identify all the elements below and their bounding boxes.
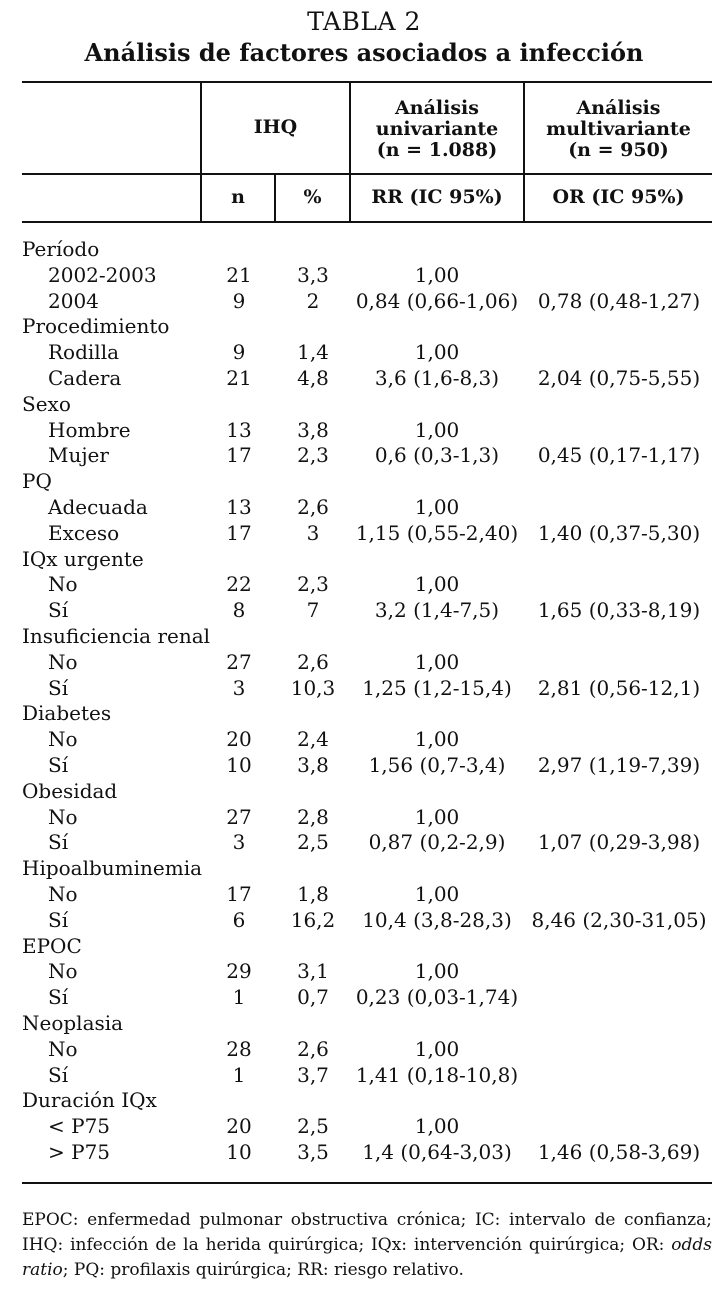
row-label: Sí (48, 908, 69, 932)
cell-percent: 2,5 (297, 1114, 329, 1138)
table-number: TABLA 2 (307, 7, 421, 36)
cell-or (526, 984, 712, 1010)
cell-n: 17 (226, 882, 252, 906)
table-footnote (22, 1208, 712, 1283)
cell-or: 0,45 (0,17-1,17) (537, 443, 701, 467)
cell-n: 27 (226, 805, 252, 829)
cell-percent: 3,8 (297, 753, 329, 777)
cell-or: 1,40 (0,37-5,30) (537, 521, 701, 545)
cell-or: 1,07 (0,29-3,98) (537, 830, 701, 854)
row-label: No (48, 959, 78, 983)
row-label: Hombre (48, 418, 131, 442)
row-label: Sí (48, 753, 69, 777)
cell-percent: 2,6 (297, 650, 329, 674)
cell-or: 1,46 (0,58-3,69) (537, 1140, 701, 1164)
group-label: Neoplasia (22, 1011, 124, 1035)
row-label: No (48, 882, 78, 906)
cell-percent: 2,3 (297, 443, 329, 467)
cell-n: 28 (226, 1037, 252, 1061)
header-multivariate-line1: Análisis (576, 97, 661, 119)
cell-rr: 0,23 (0,03-1,74) (355, 985, 519, 1009)
cell-rr: 1,4 (0,64-3,03) (362, 1140, 512, 1164)
cell-n: 29 (226, 959, 252, 983)
cell-n: 17 (226, 521, 252, 545)
cell-percent: 3,1 (297, 959, 329, 983)
footnote-text-2: ; PQ: profilaxis quirúrgica; RR: riesgo relativo. (62, 1260, 464, 1280)
cell-rr: 1,15 (0,55-2,40) (355, 521, 519, 545)
cell-n: 9 (232, 289, 246, 313)
header-univariate (351, 98, 523, 161)
cell-percent: 16,2 (290, 908, 336, 932)
table-title: Análisis de factores asociados a infección (84, 38, 644, 67)
cell-n: 21 (226, 366, 252, 390)
cell-percent: 2,5 (297, 830, 329, 854)
cell-rr: 0,87 (0,2-2,9) (368, 830, 506, 854)
row-label: Sí (48, 1063, 69, 1087)
cell-percent: 2,3 (297, 572, 329, 596)
cell-or: 1,65 (0,33-8,19) (537, 598, 701, 622)
cell-percent: 3,8 (297, 418, 329, 442)
cell-percent: 3,5 (297, 1140, 329, 1164)
cell-rr: 1,00 (414, 340, 460, 364)
group-label: Duración IQx (22, 1088, 157, 1112)
row-label: No (48, 650, 78, 674)
cell-n: 10 (226, 1140, 252, 1164)
row-label: Rodilla (48, 340, 120, 364)
cell-n: 6 (232, 908, 246, 932)
cell-n: 10 (226, 753, 252, 777)
group-label: Diabetes (22, 701, 112, 725)
cell-or: 2,81 (0,56-12,1) (537, 676, 701, 700)
header-ihq: IHQ (253, 116, 298, 138)
cell-or (526, 958, 712, 984)
cell-percent: 1,8 (297, 882, 329, 906)
group-label: Obesidad (22, 779, 118, 803)
group-label: Insuficiencia renal (22, 624, 211, 648)
cell-or (526, 417, 712, 443)
cell-percent: 2,6 (297, 1037, 329, 1061)
cell-rr: 1,41 (0,18-10,8) (355, 1063, 519, 1087)
cell-or (526, 571, 712, 597)
cell-or (526, 262, 712, 288)
cell-or (526, 339, 712, 365)
cell-percent: 4,8 (297, 366, 329, 390)
header-percent: % (303, 186, 322, 208)
header-n: n (231, 186, 245, 208)
cell-n: 8 (232, 598, 246, 622)
cell-percent: 3,3 (297, 263, 329, 287)
row-label: No (48, 1037, 78, 1061)
group-label: IQx urgente (22, 547, 144, 571)
cell-or (526, 494, 712, 520)
cell-or (526, 881, 712, 907)
cell-percent: 2,6 (297, 495, 329, 519)
cell-rr: 1,00 (414, 1114, 460, 1138)
group-label: Hipoalbuminemia (22, 856, 203, 880)
row-label: No (48, 805, 78, 829)
cell-rr: 10,4 (3,8-28,3) (362, 908, 512, 932)
group-label: PQ (22, 469, 52, 493)
cell-percent: 3 (306, 521, 320, 545)
header-univariate-line3: (n = 1.088) (376, 139, 498, 161)
footnote-text-1: EPOC: enfermedad pulmonar obstructiva crónica; IC: intervalo de confianza; IHQ: infección de la herida quirúrgica; IQx: intervención quirúrgica; OR: (22, 1210, 712, 1255)
rule-header-mid (22, 173, 712, 175)
row-label: Exceso (48, 521, 120, 545)
row-label: No (48, 572, 78, 596)
cell-n: 3 (232, 676, 246, 700)
cell-n: 13 (226, 418, 252, 442)
cell-rr: 0,84 (0,66-1,06) (355, 289, 519, 313)
cell-percent: 2,8 (297, 805, 329, 829)
header-rr: RR (IC 95%) (371, 186, 503, 208)
cell-rr: 1,00 (414, 572, 460, 596)
row-label: Sí (48, 676, 69, 700)
cell-percent: 7 (306, 598, 320, 622)
cell-rr: 3,6 (1,6-8,3) (374, 366, 500, 390)
cell-percent: 10,3 (290, 676, 336, 700)
cell-or: 2,04 (0,75-5,55) (537, 366, 701, 390)
header-multivariate (525, 98, 712, 161)
row-label: Sí (48, 598, 69, 622)
cell-rr: 3,2 (1,4-7,5) (374, 598, 500, 622)
cell-or (526, 1036, 712, 1062)
group-label: EPOC (22, 934, 82, 958)
cell-n: 9 (232, 340, 246, 364)
cell-rr: 1,00 (414, 495, 460, 519)
cell-rr: 1,00 (414, 263, 460, 287)
row-label: Sí (48, 985, 69, 1009)
cell-n: 17 (226, 443, 252, 467)
row-label: Cadera (48, 366, 122, 390)
footnote-italic: odds ratio (22, 1235, 712, 1280)
group-label: Sexo (22, 392, 71, 416)
cell-n: 20 (226, 1114, 252, 1138)
row-label: Mujer (48, 443, 109, 467)
cell-rr: 1,00 (414, 1037, 460, 1061)
cell-percent: 3,7 (297, 1063, 329, 1087)
cell-percent: 0,7 (297, 985, 329, 1009)
cell-or (526, 1113, 712, 1139)
cell-or (526, 649, 712, 675)
cell-n: 13 (226, 495, 252, 519)
header-multivariate-line3: (n = 950) (568, 139, 669, 161)
cell-n: 20 (226, 727, 252, 751)
cell-percent: 1,4 (297, 340, 329, 364)
cell-rr: 1,00 (414, 959, 460, 983)
header-univariate-line2: univariante (375, 118, 499, 140)
cell-n: 21 (226, 263, 252, 287)
header-multivariate-line2: multivariante (546, 118, 691, 140)
cell-or (526, 804, 712, 830)
cell-n: 1 (232, 1063, 246, 1087)
cell-or: 2,97 (1,19-7,39) (537, 753, 701, 777)
cell-rr: 0,6 (0,3-1,3) (374, 443, 500, 467)
cell-n: 1 (232, 985, 246, 1009)
cell-or: 0,78 (0,48-1,27) (537, 289, 701, 313)
cell-rr: 1,25 (1,2-15,4) (362, 676, 512, 700)
cell-rr: 1,56 (0,7-3,4) (368, 753, 506, 777)
row-label: Sí (48, 830, 69, 854)
group-label: Período (22, 237, 100, 261)
header-or: OR (IC 95%) (552, 186, 685, 208)
cell-rr: 1,00 (414, 727, 460, 751)
row-label: Adecuada (48, 495, 148, 519)
cell-rr: 1,00 (414, 650, 460, 674)
row-label: > P75 (48, 1140, 111, 1164)
row-label: 2002-2003 (48, 263, 157, 287)
cell-percent: 2,4 (297, 727, 329, 751)
cell-rr: 1,00 (414, 418, 460, 442)
cell-percent: 2 (306, 289, 320, 313)
row-label: 2004 (48, 289, 99, 313)
rule-header-bottom (22, 221, 712, 223)
cell-rr: 1,00 (414, 805, 460, 829)
group-label: Procedimiento (22, 314, 170, 338)
cell-or: 8,46 (2,30-31,05) (531, 908, 707, 932)
cell-rr: 1,00 (414, 882, 460, 906)
row-label: < P75 (48, 1114, 111, 1138)
header-univariate-line1: Análisis (395, 97, 479, 119)
cell-or (526, 1062, 712, 1088)
cell-or (526, 726, 712, 752)
rule-top (22, 81, 712, 83)
cell-n: 3 (232, 830, 246, 854)
row-label: No (48, 727, 78, 751)
cell-n: 22 (226, 572, 252, 596)
rule-bottom (22, 1182, 712, 1184)
cell-n: 27 (226, 650, 252, 674)
